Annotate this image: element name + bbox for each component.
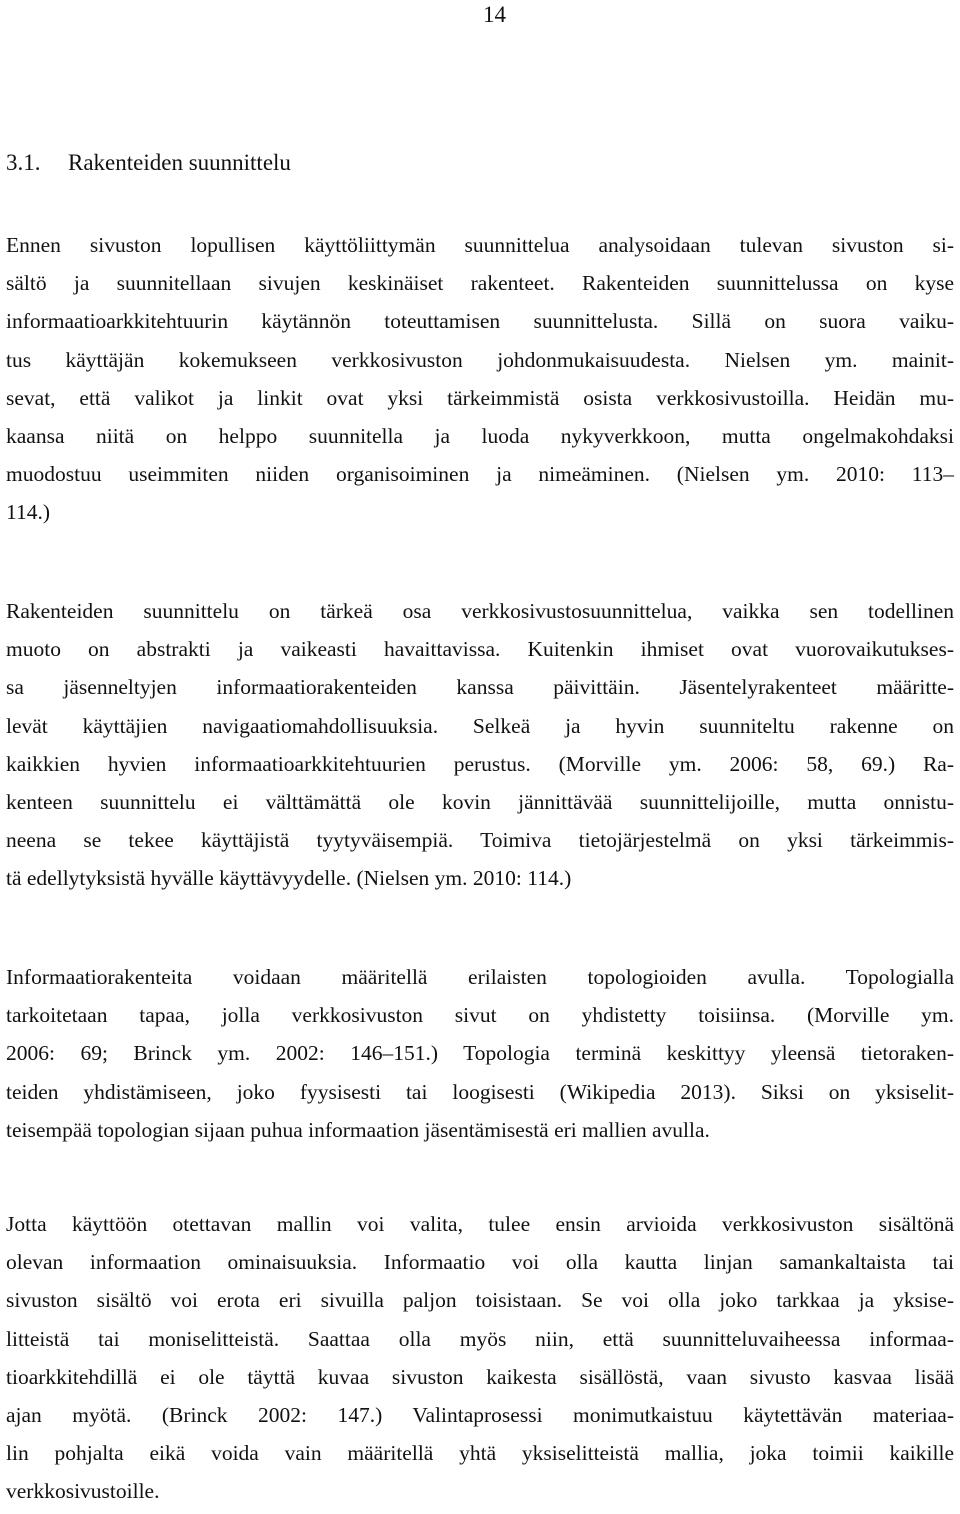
paragraph-line: Informaatiorakenteita voidaan määritellä erilaisten topologioiden avulla. Topologialla (6, 965, 954, 989)
paragraph (6, 958, 954, 1149)
paragraph-line: tus käyttäjän kokemukseen verkkosivuston johdonmukaisuudesta. Nielsen ym. mainit- (6, 347, 954, 372)
paragraph-line: litteistä tai moniselitteistä. Saattaa olla myös niin, että suunnitteluvaiheessa informaa- (6, 1326, 954, 1351)
paragraph-line: Ennen sivuston lopullisen käyttöliittymän suunnittelua analysoidaan tulevan sivuston si- (6, 233, 954, 257)
paragraph (6, 1205, 954, 1511)
paragraph-line: kenteen suunnittelu ei välttämättä ole kovin jännittävää suunnittelijoille, mutta onnistu- (6, 790, 954, 815)
paragraph-line: verkkosivustoille. (6, 1479, 160, 1504)
paragraph-line: levät käyttäjien navigaatiomahdollisuuksia. Selkeä ja hyvin suunniteltu rakenne on (6, 713, 954, 738)
paragraph-line: sältö ja suunnitellaan sivujen keskinäiset rakenteet. Rakenteiden suunnittelussa on kyse (6, 271, 954, 296)
paragraph-line: 2006: 69; Brinck ym. 2002: 146–151.) Topologia terminä keskittyy yleensä tietoraken- (6, 1041, 954, 1066)
paragraph-line: Jotta käyttöön otettavan mallin voi valita, tulee ensin arvioida verkkosivuston sisältönä (6, 1212, 954, 1236)
paragraph (6, 592, 954, 898)
paragraph-line: muoto on abstrakti ja vaikeasti havaittavissa. Kuitenkin ihmiset ovat vuorovaikutukses- (6, 637, 954, 662)
paragraph-line: kaansa niitä on helppo suunnitella ja luoda nykyverkkoon, mutta ongelmakohdaksi (6, 424, 954, 449)
paragraph-line: 114.) (6, 500, 50, 525)
section-heading (6, 150, 291, 176)
paragraph-line: tarkoitetaan tapaa, jolla verkkosivuston sivut on yhdistetty toisiinsa. (Morville ym. (6, 1003, 954, 1028)
paragraph-line: ajan myötä. (Brinck 2002: 147.) Valintaprosessi monimutkaistuu käytettävän materiaa- (6, 1403, 954, 1428)
paragraph-line: tioarkkitehdillä ei ole täyttä kuvaa sivuston kaikesta sisällöstä, vaan sivusto kasvaa lisää (6, 1364, 954, 1389)
page-number: 14 (483, 2, 506, 27)
paragraph-line: sivuston sisältö voi erota eri sivuilla paljon toisistaan. Se voi olla joko tarkkaa ja yksise- (6, 1288, 954, 1313)
paragraph-line: teisempää topologian sijaan puhua informaation jäsentämisestä eri mallien avulla. (6, 1117, 710, 1142)
paragraph-line: sa jäsenneltyjen informaatiorakenteiden kanssa päivittäin. Jäsentelyrakenteet määritte- (6, 675, 954, 700)
section-number: 3.1. (6, 150, 41, 175)
paragraph-line: muodostuu useimmiten niiden organisoiminen ja nimeäminen. (Nielsen ym. 2010: 113– (6, 462, 954, 487)
paragraph-line: olevan informaation ominaisuuksia. Informaatio voi olla kautta linjan samankaltaista tai (6, 1250, 954, 1275)
paragraph-line: teiden yhdistämiseen, joko fyysisesti tai loogisesti (Wikipedia 2013). Siksi on yksiselit- (6, 1079, 954, 1104)
paragraph-line: kaikkien hyvien informaatioarkkitehtuurien perustus. (Morville ym. 2006: 58, 69.) Ra- (6, 751, 954, 776)
paragraph-line: informaatioarkkitehtuurin käytännön toteuttamisen suunnittelusta. Sillä on suora vaiku- (6, 309, 954, 334)
paragraph-line: tä edellytyksistä hyvälle käyttävyydelle. (Nielsen ym. 2010: 114.) (6, 866, 572, 891)
paragraph-line: Rakenteiden suunnittelu on tärkeä osa verkkosivustosuunnittelua, vaikka sen todellinen (6, 599, 954, 623)
section-title: Rakenteiden suunnittelu (68, 150, 291, 175)
paragraph-line: lin pohjalta eikä voida vain määritellä yhtä yksiselitteistä mallia, joka toimii kaikille (6, 1441, 954, 1466)
paragraph-line: sevat, että valikot ja linkit ovat yksi tärkeimmistä osista verkkosivustoilla. Heidän mu- (6, 385, 954, 410)
paragraph-line: neena se tekee käyttäjistä tyytyväisempiä. Toimiva tietojärjestelmä on yksi tärkeimmis- (6, 828, 954, 853)
paragraph (6, 226, 954, 532)
